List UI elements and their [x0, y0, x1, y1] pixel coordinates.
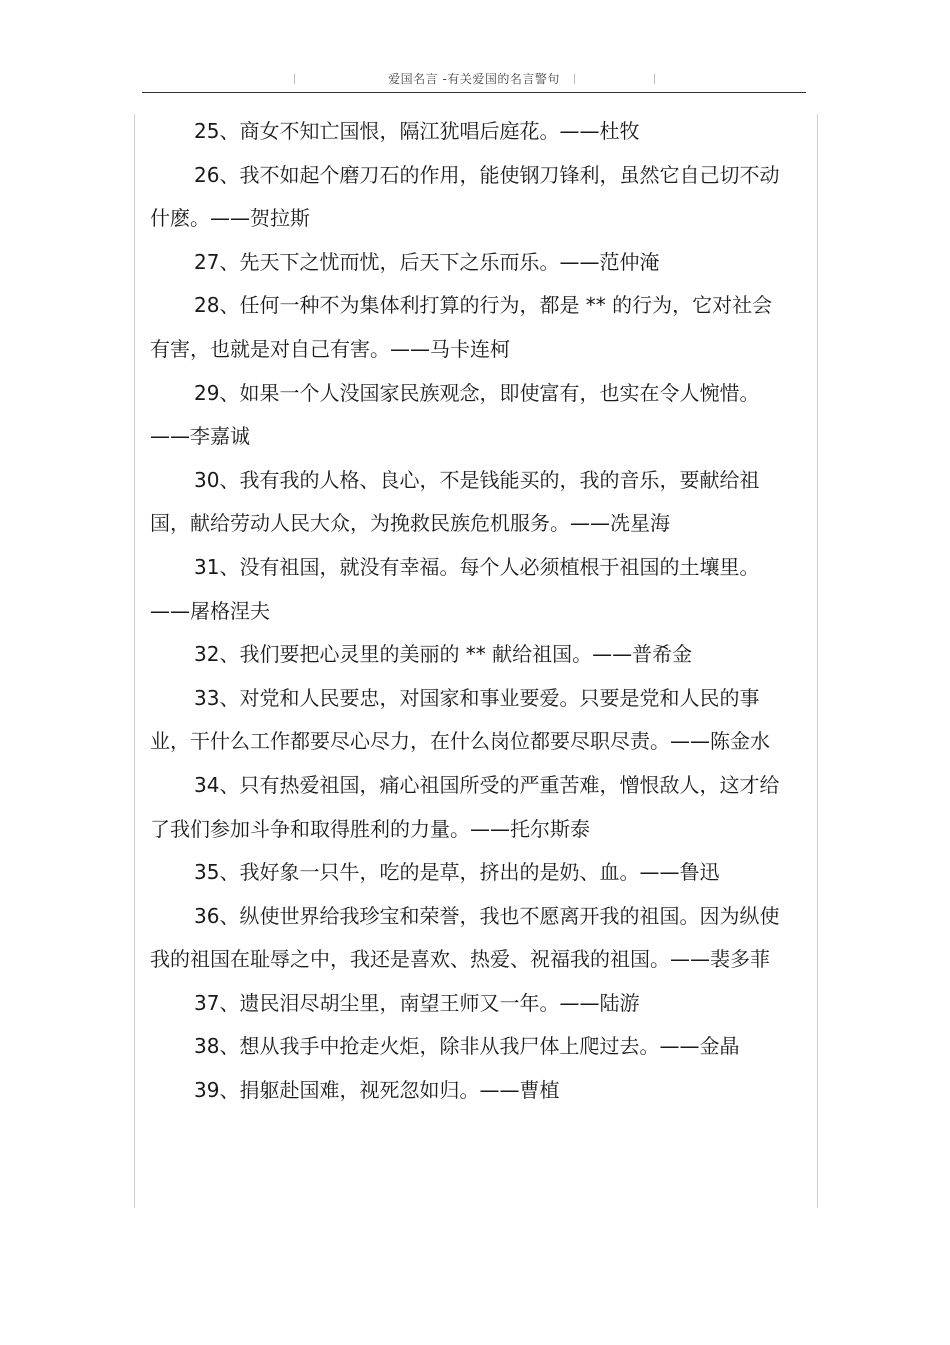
header-tick-right	[654, 74, 655, 84]
quote-28: 28、任何一种不为集体利打算的行为，都是 ** 的行为，它对社会有害，也就是对自己有害。——马卡连柯	[150, 293, 773, 361]
quote-35: 35、我好象一只牛，吃的是草，挤出的是奶、血。——鲁迅	[194, 860, 720, 885]
quote-30: 30、我有我的人格、良心，不是钱能买的，我的音乐，要献给祖国，献给劳动人民大众，为挽救民族危机服务。——冼星海	[150, 467, 760, 536]
quote-32: 32、我们要把心灵里的美丽的 ** 献给祖国。——普希金	[194, 642, 693, 667]
quote-29: 29、如果一个人没国家民族观念，即使富有，也实在令人惋惜。——李嘉诚	[150, 380, 760, 449]
quote-36: 36、纵使世界给我珍宝和荣誉，我也不愿离开我的祖国。因为纵使我的祖国在耻辱之中，我还是喜欢、热爱、祝福我的祖国。——裴多菲	[150, 903, 780, 972]
quote-33: 33、对党和人民要忠，对国家和事业要爱。只要是党和人民的事业，干什么工作都要尽心尽力，在什么岗位都要尽职尽责。——陈金水	[150, 685, 770, 754]
quote-list	[150, 110, 790, 1113]
quote-25: 25、商女不知亡国恨，隔江犹唱后庭花。——杜牧	[194, 119, 640, 143]
quote-38: 38、想从我手中抢走火炬，除非从我尸体上爬过去。——金晶	[194, 1034, 740, 1059]
header-title: 爱国名言 -有关爱国的名言警句	[388, 72, 560, 86]
page-header	[142, 62, 806, 93]
quote-39: 39、捐躯赴国难，视死忽如归。——曹植	[194, 1078, 560, 1103]
quote-26: 26、我不如起个磨刀石的作用，能使钢刀锋利，虽然它自己切不动什麽。——贺拉斯	[150, 162, 780, 231]
quote-27: 27、先天下之忧而忧，后天下之乐而乐。——范仲淹	[194, 249, 660, 274]
quote-31: 31、没有祖国，就没有幸福。每个人必须植根于祖国的土壤里。——屠格涅夫	[150, 554, 760, 623]
quote-34: 34、只有热爱祖国，痛心祖国所受的严重苦难，憎恨敌人，这才给了我们参加斗争和取得胜利的力量。——托尔斯泰	[150, 772, 780, 841]
header-tick-mid	[574, 74, 575, 84]
quote-37: 37、遗民泪尽胡尘里，南望王师又一年。——陆游	[194, 990, 640, 1015]
